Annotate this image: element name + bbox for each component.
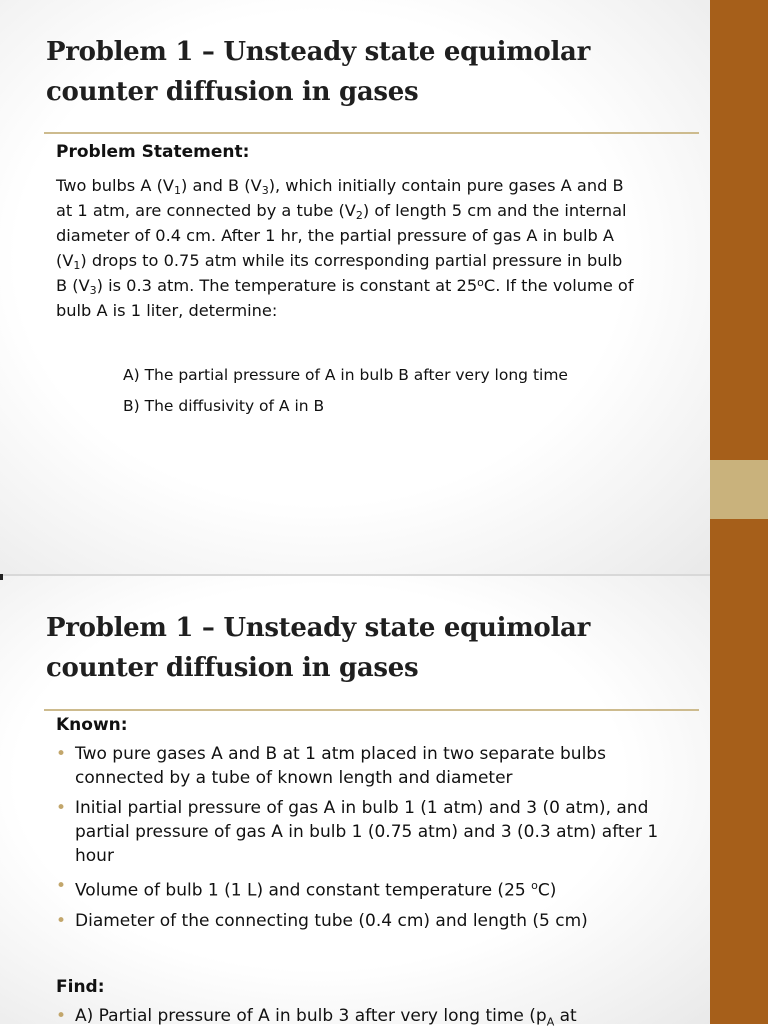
sidebar-accent-block: [710, 460, 768, 519]
known-item-text: Diameter of the connecting tube (0.4 cm) and length (5 cm): [75, 910, 588, 931]
slide2-title-line2: counter diffusion in gases: [46, 653, 419, 683]
bullet-icon: •: [56, 876, 67, 896]
stmt-l2: at 1 atm, are connected by a tube (V: [56, 201, 356, 220]
stmt-l6: bulb A is 1 liter, determine:: [56, 301, 278, 320]
list-item: [56, 874, 666, 903]
list-item: [56, 909, 666, 933]
known-list: [56, 742, 666, 939]
stmt-l5a: B (V: [56, 276, 90, 295]
bullet-icon: •: [56, 1006, 67, 1026]
bullet-icon: •: [56, 744, 67, 764]
known-item-text: Volume of bulb 1 (1 L) and constant temperature (25: [75, 880, 532, 901]
slide2-title-line1: Problem 1 – Unsteady state equimolar: [46, 613, 590, 643]
list-item: [56, 1004, 666, 1034]
slide1-title-line1: Problem 1 – Unsteady state equimolar: [46, 37, 590, 67]
stmt-l2b: ) of length 5 cm and the internal: [362, 201, 627, 220]
known-item-text-end: C): [537, 880, 557, 901]
stmt-l1-sub1: 1: [174, 184, 181, 197]
problem-statement-text: [56, 173, 671, 323]
list-item: [56, 742, 666, 790]
known-item-text: Initial partial pressure of gas A in bulb 1 (1 atm) and 3 (0 atm), and partial pressure of gas A in bulb 1 (0.75 atm) and 3 (0.3 atm) after 1 hour: [75, 798, 659, 866]
stmt-l4b: ) drops to 0.75 atm while its corresponding partial pressure in bulb: [80, 251, 623, 270]
find-item-sub: A: [546, 1015, 555, 1029]
problem-statement-heading: Problem Statement:: [56, 142, 250, 162]
bullet-icon: •: [56, 798, 67, 818]
slide1-title: [46, 32, 590, 112]
option-a: A) The partial pressure of A in bulb B after very long time: [123, 366, 568, 384]
stmt-l4a: (V: [56, 251, 74, 270]
stmt-l1a: Two bulbs A (V: [56, 176, 174, 195]
stmt-l1c: ), which initially contain pure gases A and B: [268, 176, 624, 195]
stmt-l1b: ) and B (V: [181, 176, 262, 195]
find-list: [56, 1004, 666, 1034]
slide1-title-line2: counter diffusion in gases: [46, 77, 419, 107]
slide1-title-rule: [44, 132, 699, 134]
known-item-text: Two pure gases A and B at 1 atm placed in two separate bulbs connected by a tube of known length and diameter: [75, 744, 606, 788]
find-heading: Find:: [56, 977, 105, 997]
stmt-l5c: C. If the volume of: [483, 276, 634, 295]
stmt-l3: diameter of 0.4 cm. After 1 hr, the partial pressure of gas A in bulb A: [56, 226, 614, 245]
corner-mark: [0, 574, 3, 580]
find-item-text-end: at: [554, 1006, 577, 1026]
stmt-l5-degree: o: [477, 276, 484, 289]
known-heading: Known:: [56, 715, 128, 735]
option-b: B) The diffusivity of A in B: [123, 397, 325, 415]
slide2-title-rule: [44, 709, 699, 711]
stmt-l1-sub2: 3: [261, 184, 269, 197]
bullet-icon: •: [56, 910, 67, 931]
stmt-l5-sub: 3: [89, 284, 97, 297]
list-item: [56, 796, 666, 868]
slide2-title: [46, 608, 590, 688]
stmt-l5b: ) is 0.3 atm. The temperature is constant at 25: [96, 276, 478, 295]
stmt-l4-sub: 1: [73, 259, 81, 272]
stmt-l2-sub: 2: [355, 209, 363, 222]
degree-sup: o: [531, 879, 538, 892]
find-item-text: A) Partial pressure of A in bulb 3 after very long time (p: [75, 1006, 547, 1026]
